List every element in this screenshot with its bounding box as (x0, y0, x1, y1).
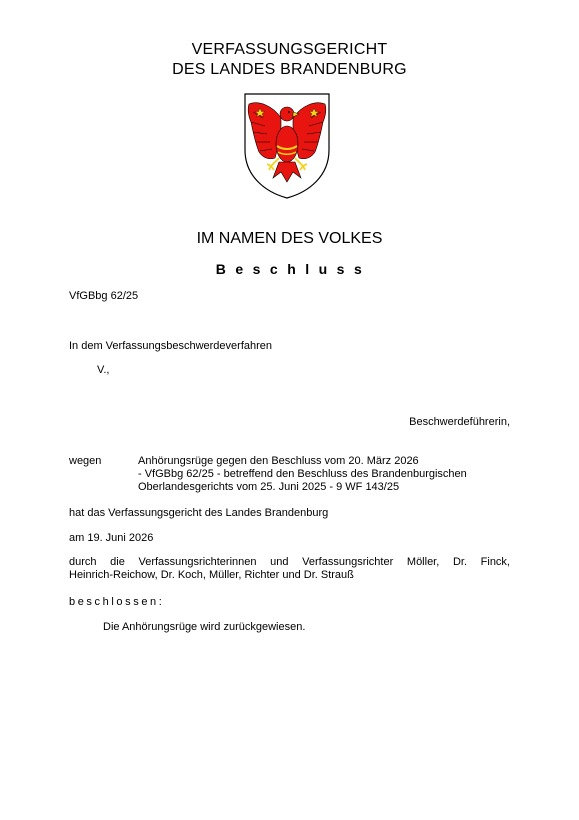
ruling-text: Die Anhörungsrüge wird zurückgewiesen. (103, 621, 306, 633)
decision-type-heading: Beschluss (215, 261, 372, 277)
party-name: V., (97, 364, 110, 376)
subject-line: Anhörungsrüge gegen den Beschluss vom 20. März 2026 (138, 455, 419, 467)
session-date: am 19. Juni 2026 (69, 532, 154, 544)
subject-line: Oberlandesgerichts vom 25. Juni 2025 - 9 WF 143/25 (138, 481, 400, 493)
judges-line: Heinrich-Reichow, Dr. Koch, Müller, Richter und Dr. Strauß (69, 569, 354, 581)
judges-line: durch die Verfassungsrichterinnen und Verfassungsrichter Möller, Dr. Finck, (69, 556, 510, 568)
resolved-label: beschlossen: (69, 596, 165, 608)
procedure-intro: In dem Verfassungsbeschwerdeverfahren (69, 340, 273, 352)
court-name-line2: DES LANDES BRANDENBURG (172, 61, 407, 78)
subject-label: wegen (69, 455, 102, 467)
court-clause: hat das Verfassungsgericht des Landes Brandenburg (69, 507, 329, 519)
brandenburg-eagle-coat-of-arms-icon (243, 92, 331, 200)
court-name-line1: VERFASSUNGSGERICHT (191, 41, 388, 58)
judges-paragraph (69, 556, 510, 582)
party-role: Beschwerdeführerin, (409, 416, 510, 428)
case-number: VfGBbg 62/25 (69, 290, 139, 302)
in-the-name-heading: IM NAMEN DES VOLKES (196, 230, 383, 247)
subject-line: - VfGBbg 62/25 - betreffend den Beschluss des Brandenburgischen (138, 468, 467, 480)
